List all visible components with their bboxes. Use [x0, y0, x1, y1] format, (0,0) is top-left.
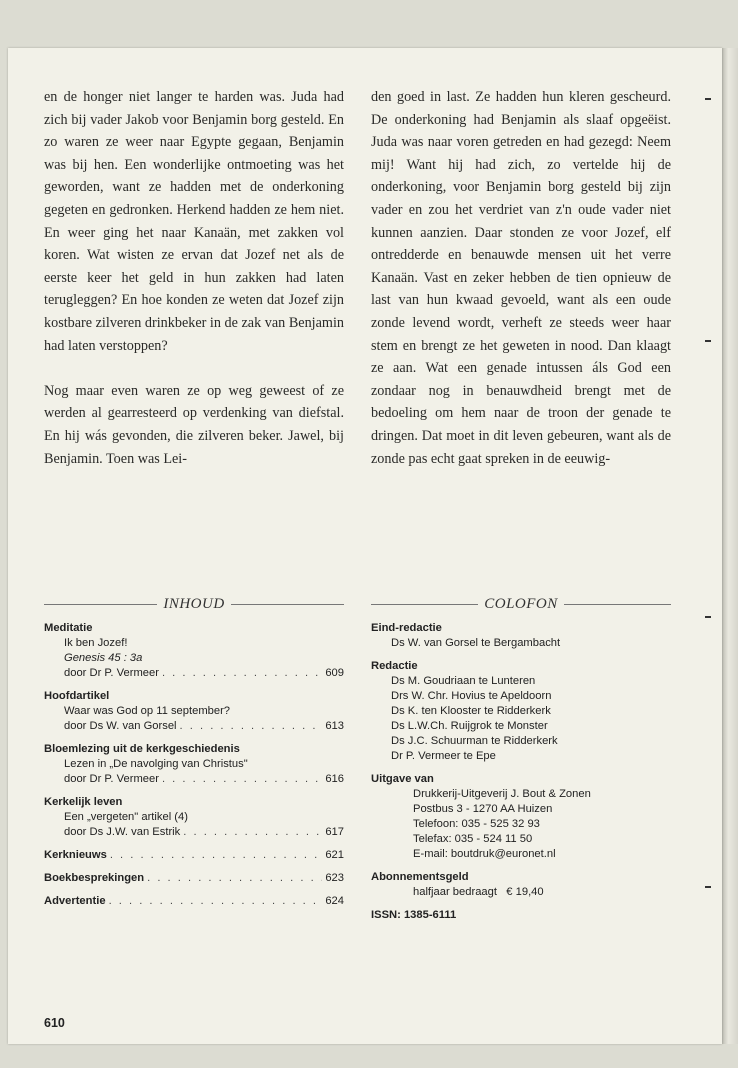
edge-mark	[705, 886, 711, 888]
toc-article-title: Een „vergeten" artikel (4)	[64, 811, 188, 823]
toc-article-title: Ik ben Jozef!	[64, 637, 128, 649]
leader-dots	[183, 825, 322, 840]
toc-page-number: 613	[325, 720, 344, 732]
colofon-editor: Ds K. ten Klooster te Ridderkerk	[391, 705, 551, 717]
divider	[564, 604, 671, 605]
toc-author: door Ds J.W. van Estrik	[64, 826, 181, 838]
toc-author: door Dr P. Vermeer	[64, 667, 159, 679]
body-column-right	[371, 86, 671, 470]
toc-entry-advertentie	[44, 894, 344, 909]
leader-dots	[162, 772, 322, 787]
colofon-redactie	[371, 659, 671, 764]
colofon-title: COLOFON	[484, 596, 558, 612]
divider	[231, 604, 344, 605]
leader-dots	[109, 894, 323, 909]
toc-page-number: 617	[325, 826, 344, 838]
colofon-eind-redactie	[371, 621, 671, 651]
toc-section-title: Bloemlezing uit de kerkgeschiedenis	[44, 743, 240, 755]
colofon-abonnement	[371, 870, 671, 900]
publisher-phone: Telefoon: 035 - 525 32 93	[413, 818, 540, 830]
table-of-contents	[44, 596, 344, 917]
toc-article-title: Waar was God op 11 september?	[64, 705, 231, 717]
toc-page-number: 621	[325, 849, 344, 861]
toc-top-line	[44, 894, 344, 909]
divider	[371, 604, 478, 605]
body-column-left	[44, 86, 344, 470]
body-paragraph: en de honger niet langer te harden was. Juda had zich bij vader Jakob voor Benjamin borg gesteld. En zo waren ze weer naar Egypte gegaan, Benjamin was bij hen. Een wonderlijke ontmoeting was het geworden, want ze hadden met de onderkoning gegeten en gedronken. Herkend hadden ze hem niet. En weer ging het naar Kanaän, met zakken vol koren. Wat wisten ze ervan dat Jozef net als de eerste keer het geld in hun zakken had laten terugleggen? En hoe konden ze weten dat Jozef zijn kostbare zilveren drinkbeker in de zak van Benjamin had laten verstoppen?	[44, 89, 344, 354]
toc-author-line	[44, 772, 344, 787]
toc-author-line	[44, 825, 344, 840]
toc-section-title: Hoofdartikel	[44, 690, 110, 702]
edge-mark	[705, 98, 711, 100]
toc-section-title: Boekbesprekingen	[44, 872, 145, 884]
colofon-section-title: Redactie	[371, 660, 418, 672]
colofon-editor: Ds J.C. Schuurman te Ridderkerk	[391, 735, 558, 747]
toc-entry-boekbesprekingen	[44, 871, 344, 886]
colophon	[371, 596, 671, 923]
toc-section-title: Kerkelijk leven	[44, 796, 123, 808]
toc-article-title: Lezen in „De navolging van Christus"	[64, 758, 248, 770]
toc-page-number: 616	[325, 773, 344, 785]
toc-author-line	[44, 719, 344, 734]
edge-mark	[705, 340, 711, 342]
toc-page-number: 623	[325, 872, 344, 884]
colofon-editor: Ds W. van Gorsel te Bergambacht	[391, 637, 561, 649]
inhoud-heading	[44, 596, 344, 613]
page-number: 610	[44, 1016, 65, 1030]
toc-author: door Dr P. Vermeer	[64, 773, 159, 785]
toc-entry-hoofdartikel	[44, 689, 344, 734]
colofon-editor: Ds M. Goudriaan te Lunteren	[391, 675, 536, 687]
colofon-section-title: Uitgave van	[371, 773, 434, 785]
divider	[44, 604, 157, 605]
next-page-edge	[722, 48, 738, 1044]
colofon-uitgave	[371, 772, 671, 862]
subscription-price: halfjaar bedraagt € 19,40	[413, 886, 544, 898]
toc-entry-kerknieuws	[44, 848, 344, 863]
colofon-editor: Drs W. Chr. Hovius te Apeldoorn	[391, 690, 552, 702]
publisher-name: Drukkerij-Uitgeverij J. Bout & Zonen	[413, 788, 591, 800]
issn: ISSN: 1385-6111	[371, 909, 457, 921]
colofon-section-title: Eind-redactie	[371, 622, 442, 634]
leader-dots	[147, 871, 322, 886]
toc-page-number: 609	[325, 667, 344, 679]
toc-section-title: Kerknieuws	[44, 849, 107, 861]
toc-entry-bloemlezing	[44, 742, 344, 787]
publisher-fax: Telefax: 035 - 524 11 50	[413, 833, 533, 845]
toc-scripture: Genesis 45 : 3a	[64, 652, 143, 664]
body-paragraph: Nog maar even waren ze op weg geweest of ze werden al gearresteerd op verdenking van diefstal. En hij wás gevonden, die zilveren beker. Jawel, bij Benjamin. Toen was Lei-	[44, 382, 344, 467]
toc-entry-meditatie	[44, 621, 344, 681]
leader-dots	[162, 666, 322, 681]
body-paragraph: den goed in last. Ze hadden hun kleren gescheurd. De onderkoning had Benjamin als slaaf opgeëist. Juda was naar voren getreden en had gezegd: Neem mij! Want hij had zich, zo vertelde hij de onderkoning, voor Benjamin borg gesteld bij zijn vader en zou het verdriet van z'n oude vader niet kunnen aanzien. Daar stonden ze voor Jozef, elf ontredderde en benauwde mensen uit het verre Kanaän. Vast en zeker hebben de tien opnieuw de last van hun kwaad gevoeld, want als een oude zonde levend wordt, verheft ze steeds weer haar stem en brengt ze het geweten in nood. Dan klaagt ze aan. Wat een genade intussen áls God een zondaar nog in benauwdheid brengt met de bedoeling om hem naar de troon der genade te dringen. Dat moet in dit leven gebeuren, want als de zonde pas echt gaat spreken in de eeuwig-	[371, 89, 671, 467]
colofon-editor: Ds L.W.Ch. Ruijgrok te Monster	[391, 720, 548, 732]
toc-section-title: Meditatie	[44, 622, 93, 634]
toc-top-line	[44, 871, 344, 886]
colofon-editor: Dr P. Vermeer te Epe	[391, 750, 496, 762]
inhoud-title: INHOUD	[163, 596, 225, 612]
toc-top-line	[44, 848, 344, 863]
leader-dots	[180, 719, 323, 734]
publisher-address: Postbus 3 - 1270 AA Huizen	[413, 803, 553, 815]
colofon-section-title: Abonnementsgeld	[371, 871, 469, 883]
edge-mark	[705, 616, 711, 618]
toc-page-number: 624	[325, 895, 344, 907]
toc-author-line	[44, 666, 344, 681]
leader-dots	[110, 848, 323, 863]
toc-section-title: Advertentie	[44, 895, 106, 907]
colofon-heading	[371, 596, 671, 613]
toc-author: door Ds W. van Gorsel	[64, 720, 177, 732]
toc-entry-kerkelijk-leven	[44, 795, 344, 840]
publisher-email: E-mail: boutdruk@euronet.nl	[413, 848, 556, 860]
